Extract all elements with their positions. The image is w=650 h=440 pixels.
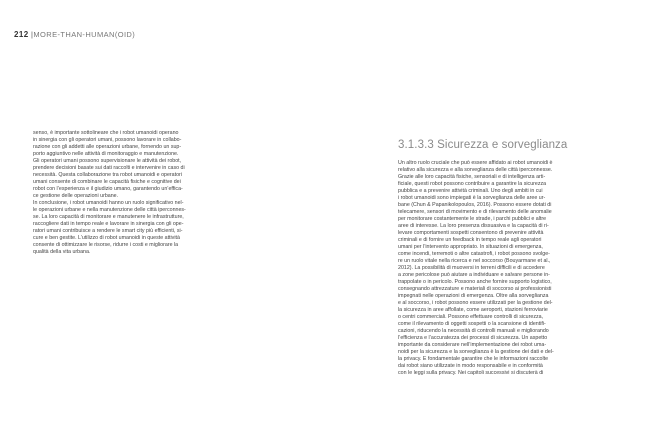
text-line: come il rilevamento di oggetti sospetti o la scansione di identifi- — [398, 321, 546, 328]
text-line: impegnati nelle operazioni di emergenza. Oltre alla sorveglianza — [398, 293, 549, 300]
text-line: l’efficienza e l’accuratezza dei processi di sicurezza. Un aspetto — [398, 335, 548, 342]
text-line: porto aggiuntivo nelle attività di monitoraggio e manutenzione. — [33, 151, 179, 158]
text-line: la privacy. È fondamentale garantire che le informazioni raccolte — [398, 356, 549, 363]
text-line: consente di ottimizzare le risorse, ridurre i costi e migliorare la — [33, 242, 179, 249]
text-line: e al soccorso, i robot possono essere utilizzati per la gestione del- — [398, 300, 553, 307]
text-line: prendere decisioni basate sui dati raccolti e intervenire in caso di — [33, 165, 185, 172]
text-line: o centri commerciali. Possono effettuare controlli di sicurezza, — [398, 314, 544, 321]
text-line: Un altro ruolo cruciale che può essere affidato ai robot umanoidi è — [398, 160, 553, 166]
text-line: ratori umani contribuisce a rendere le smart city più efficienti, si- — [33, 228, 183, 235]
text-line: qualità della vita urbana. — [33, 249, 91, 256]
text-line: cazioni, riducendo la necessità di controlli manuali e migliorando — [398, 328, 549, 335]
text-line: importante da considerare nell’implementazione dei robot uma- — [398, 342, 547, 349]
text-line: dai robot siano utilizzate in modo responsabile e in conformità — [398, 363, 543, 370]
text-line: Gli operatori umani possono supervisionare le attività dei robot, — [33, 158, 182, 165]
page-number: 212 — [14, 30, 29, 39]
text-line: ce gestione delle operazioni urbane. — [33, 193, 119, 200]
text-line: Grazie alle loro capacità fisiche, sensoriali e di intelligenza arti- — [398, 174, 546, 181]
text-line: aree di interesse. La loro presenza dissuasiva e la capacità di ri- — [398, 223, 549, 230]
text-line: relativo alla sicurezza e alla sorveglianza delle città iperconnesse. — [398, 167, 553, 174]
section-heading: 3.1.3.3 Sicurezza e sorveglianza — [398, 139, 568, 151]
text-line: bane (Chun & Papanikolopoulos, 2016). Possono essere dotati di — [398, 202, 552, 209]
text-line: senso, è importante sottolineare che i robot umanoidi operano — [33, 130, 179, 136]
text-line: In conclusione, i robot umanoidi hanno un ruolo significativo nel- — [33, 200, 184, 207]
text-line: ficiale, questi robot possono contribuire a garantire la sicurezza — [398, 181, 547, 188]
text-line: levare comportamenti sospetti consentono di prevenire attività — [398, 230, 544, 237]
text-line: criminali e di fornire un feedback in tempo reale agli operatori — [398, 237, 542, 244]
text-line: necessità. Questa collaborazione tra robot umanoidi e operatori — [33, 172, 182, 179]
text-line: se. La loro capacità di monitorare e manutenere le infrastrutture, — [33, 214, 184, 221]
text-line: consegnando attrezzature e materiali di soccorso ai professionisti — [398, 286, 552, 293]
text-line: re un ruolo vitale nella ricerca e nel soccorso (Bouyarmane et al., — [398, 258, 551, 265]
right-text-column — [398, 160, 634, 377]
text-line: in sinergia con gli operatori umani, possono lavorare in collabo- — [33, 137, 182, 144]
text-line: umani consente di combinare le capacità fisiche e cognitive dei — [33, 179, 181, 186]
text-line: umani per l’intervento appropriato. In situazioni di emergenza, — [398, 244, 543, 251]
running-head — [14, 30, 135, 39]
text-line: i robot umanoidi sono impiegati è la sorveglianza delle aree ur- — [398, 195, 546, 202]
text-line: la sicurezza in aree affollate, come aeroporti, stazioni ferroviarie — [398, 307, 548, 314]
text-line: a zone pericolose può aiutare a individuare e salvare persone in- — [398, 272, 550, 279]
running-head-separator: | — [31, 30, 34, 39]
text-line: raccogliere dati in tempo reale e lavorare in sinergia con gli ope- — [33, 221, 184, 228]
text-line: robot con l’esperienza e il giudizio umano, garantendo un’effica- — [33, 186, 183, 193]
text-line: con le leggi sulla privacy. Nei capitoli successivi si discuterà di — [398, 370, 544, 377]
text-line: trappolate o in pericolo. Possono anche fornire supporto logistico, — [398, 279, 552, 286]
text-line: telecamere, sensori di movimento e di rilevamento delle anomalie — [398, 209, 552, 216]
text-line: razione con gli addetti alle operazioni urbane, fornendo un sup- — [33, 144, 182, 151]
text-line: noidi per la sicurezza e la sorveglianza è la gestione dei dati e del- — [398, 349, 554, 356]
text-line: pubblica e a prevenire attività criminali. Uno degli ambiti in cui — [398, 188, 543, 195]
section-title: MORE-THAN-HUMAN(OID) — [33, 30, 136, 39]
text-line: come incendi, terremoti o altre catastrofi, i robot possono svolge- — [398, 251, 550, 258]
text-line: per monitorare costantemente le strade, i parchi pubblici e altre — [398, 216, 547, 223]
left-text-column — [33, 130, 273, 256]
text-line: le operazioni urbane e nella manutenzione delle città iperconnes- — [33, 207, 186, 214]
text-line: cure e ben gestite. L’utilizzo di robot umanoidi in queste attività — [33, 235, 180, 242]
text-line: 2012). La possibilità di muoversi in terreni difficili e di accedere — [398, 265, 545, 272]
